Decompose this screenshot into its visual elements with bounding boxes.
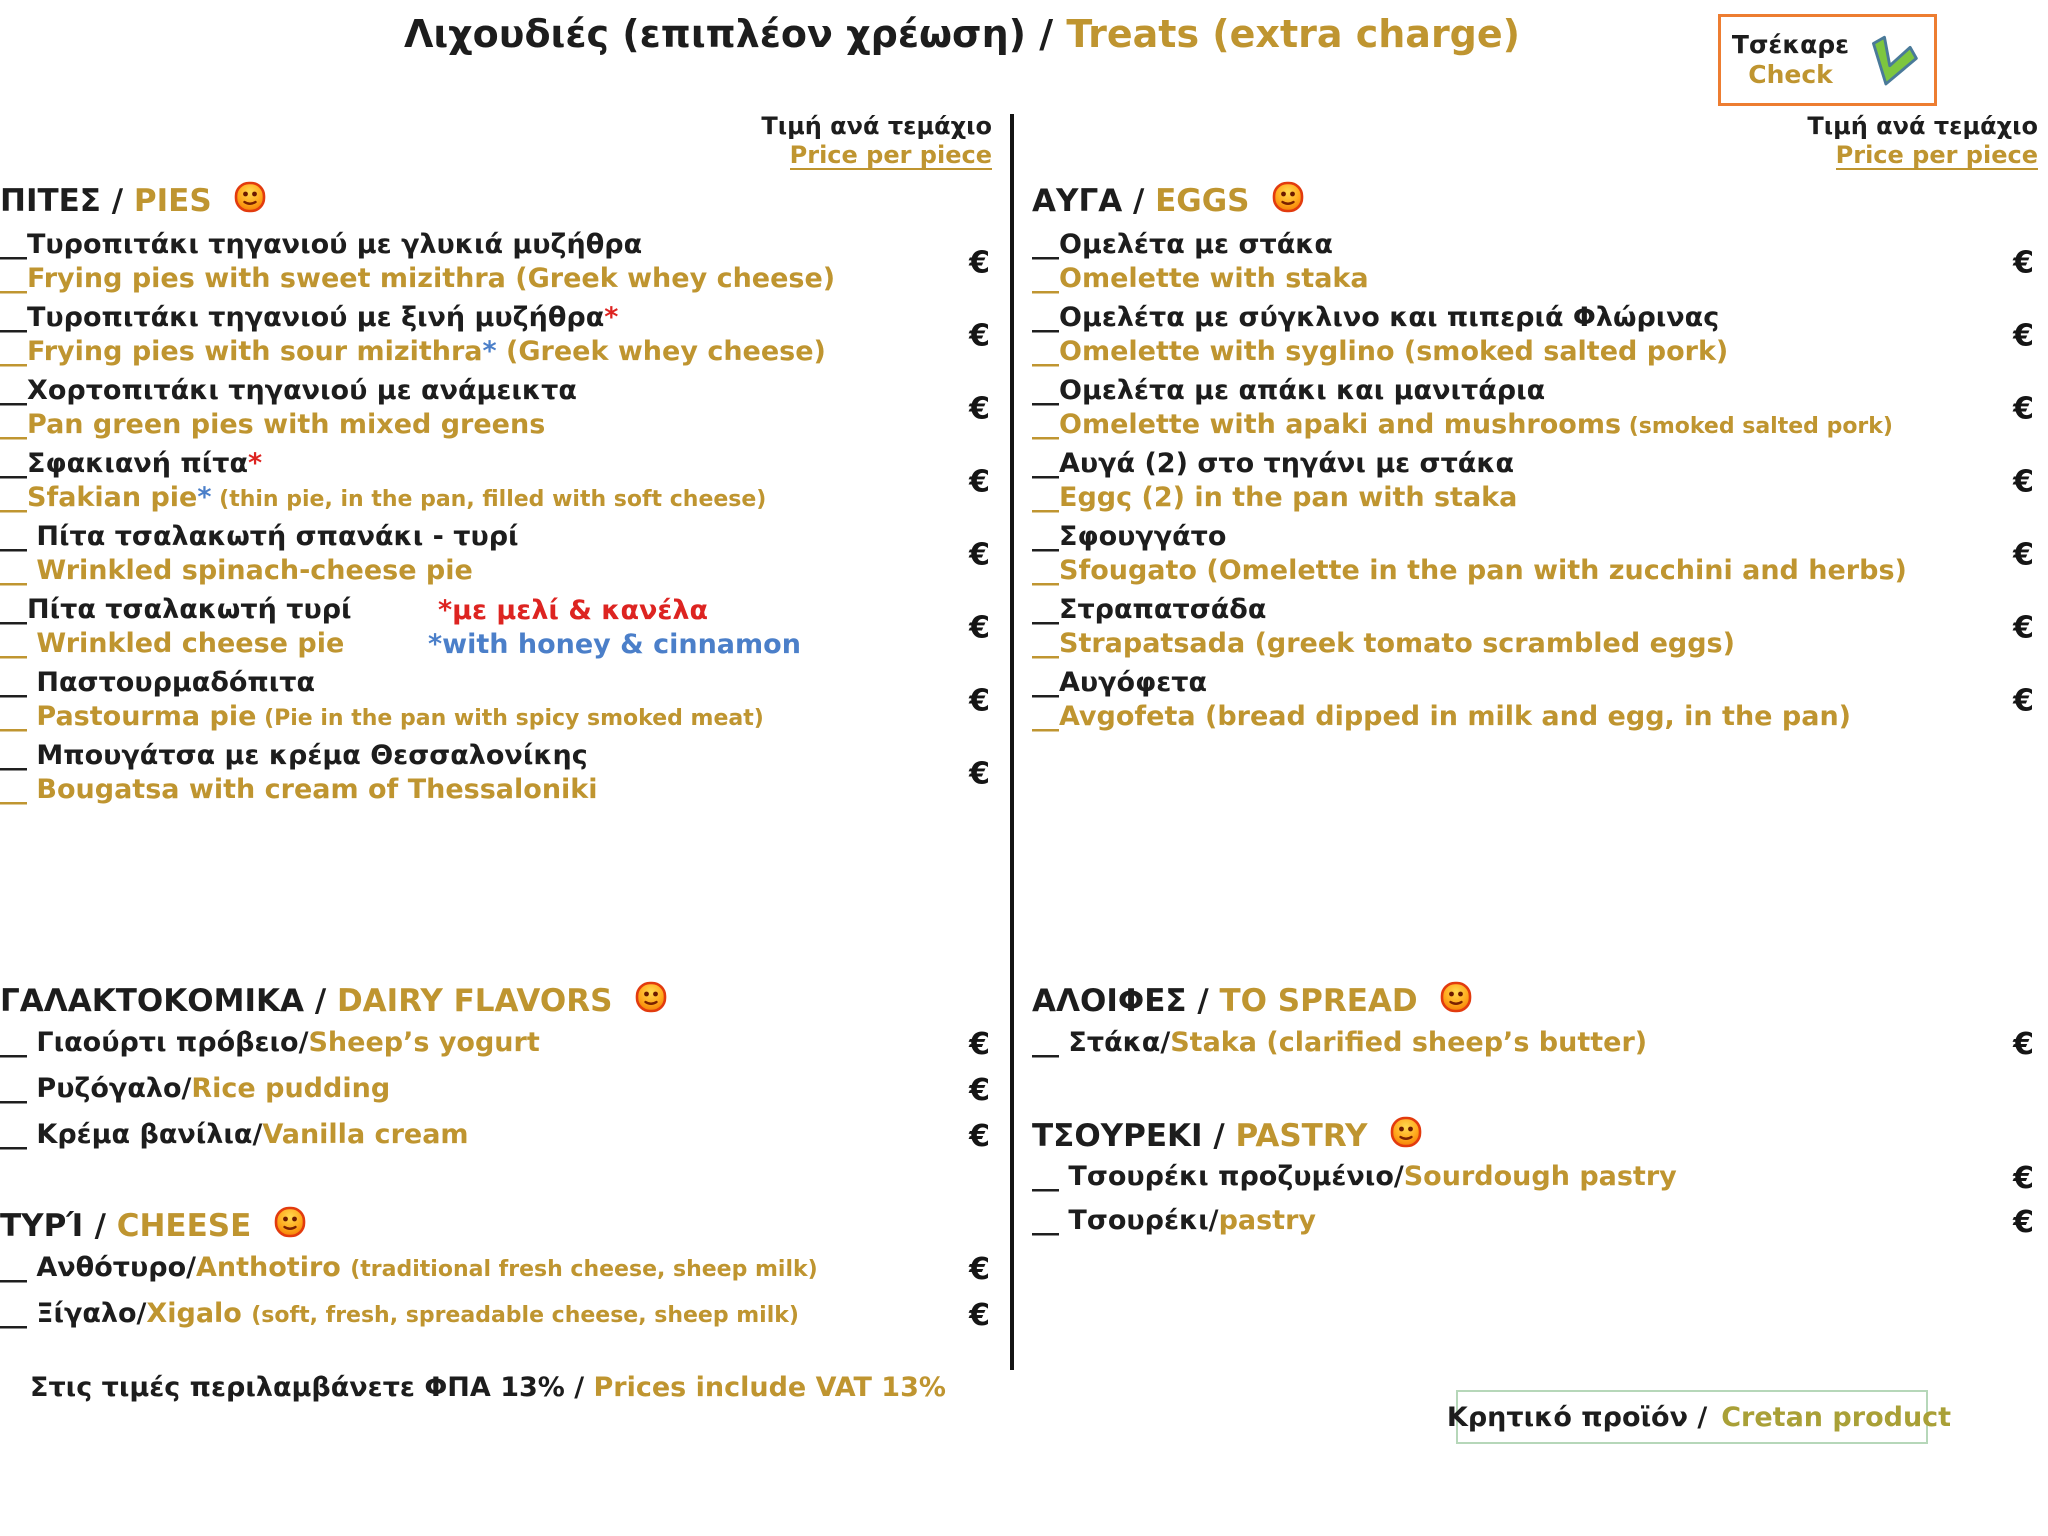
item-greek: __ Τσουρέκι προζυμένιο/ bbox=[1032, 1161, 1404, 1192]
menu-item bbox=[0, 299, 1000, 372]
item-greek: __Αυγόφετα bbox=[1032, 667, 1207, 698]
item-greek: __ Πίτα τσαλακωτή σπανάκι - τυρί bbox=[0, 521, 519, 552]
price-euro: € bbox=[969, 1298, 990, 1333]
section-pies-header bbox=[0, 182, 266, 220]
item-greek: __Στραπατσάδα bbox=[1032, 594, 1267, 625]
smiley-icon bbox=[274, 1206, 306, 1238]
item-english: Anthotiro bbox=[196, 1252, 351, 1283]
section-eggs-header bbox=[1032, 182, 1304, 220]
price-euro: € bbox=[2013, 610, 2034, 645]
item-english: __Omelette with apaki and mushrooms (smoked salted pork) bbox=[1032, 409, 1893, 440]
smiley-icon bbox=[635, 981, 667, 1013]
section-spread-header bbox=[1032, 982, 1472, 1020]
vat-note-english: Prices include VAT 13% bbox=[593, 1372, 946, 1403]
section-title-greek: ΑΛΟΙΦΕΣ / bbox=[1032, 983, 1220, 1019]
section-title-greek: ΠΙΤΕΣ / bbox=[0, 183, 134, 219]
section-title-english: TO SPREAD bbox=[1219, 983, 1418, 1019]
menu-item bbox=[0, 226, 1000, 299]
check-label-greek: Τσέκαρε bbox=[1731, 30, 1850, 59]
menu-item bbox=[0, 664, 1000, 737]
price-header-english: Price per piece bbox=[789, 141, 992, 169]
item-english: Vanilla cream bbox=[262, 1119, 469, 1150]
item-greek: __ Τσουρέκι/ bbox=[1032, 1205, 1219, 1236]
red-asterisk: * bbox=[604, 302, 619, 333]
price-euro: € bbox=[2013, 683, 2034, 718]
item-english: __Frying pies with sour mizithra* (Greek whey cheese) bbox=[0, 336, 826, 367]
price-euro: € bbox=[2013, 245, 2034, 280]
item-greek: __ Γιαούρτι πρόβειο/ bbox=[0, 1027, 309, 1058]
menu-item bbox=[0, 737, 1000, 810]
item-greek: __Τυροπιτάκι τηγανιού με ξινή μυζήθρα* bbox=[0, 302, 619, 333]
item-greek: __ Μπουγάτσα με κρέμα Θεσσαλονίκης bbox=[0, 740, 588, 771]
price-euro: € bbox=[969, 318, 990, 353]
item-greek: __Σφακιανή πίτα* bbox=[0, 448, 263, 479]
blue-asterisk: * bbox=[197, 482, 212, 513]
item-english: __Omelette with staka bbox=[1032, 263, 1369, 294]
item-english: __Avgofeta (bread dipped in milk and egg, in the pan) bbox=[1032, 701, 1852, 732]
smiley-icon bbox=[1272, 181, 1304, 213]
section-title-english: PASTRY bbox=[1235, 1118, 1368, 1154]
item-greek: __ Στάκα/ bbox=[1032, 1027, 1171, 1058]
green-checkmark-icon bbox=[1860, 27, 1925, 92]
price-euro: € bbox=[2013, 1205, 2034, 1240]
cretan-badge-english: Cretan product bbox=[1721, 1401, 1952, 1433]
item-english: Staka bbox=[1170, 1027, 1267, 1058]
section-cheese-items bbox=[0, 1247, 1000, 1339]
section-title-english: DAIRY FLAVORS bbox=[336, 983, 613, 1019]
cretan-badge-greek: Κρητικό προϊόν / bbox=[1446, 1401, 1708, 1433]
price-euro: € bbox=[969, 1252, 990, 1287]
item-english: __Strapatsada (greek tomato scrambled eggs) bbox=[1032, 628, 1735, 659]
item-english: __Sfakian pie* (thin pie, in the pan, filled with soft cheese) bbox=[0, 482, 767, 513]
section-spread-items bbox=[1032, 1022, 2044, 1068]
item-note: (soft, fresh, spreadable cheese, sheep milk) bbox=[251, 1303, 799, 1328]
menu-item bbox=[0, 445, 1000, 518]
cretan-product-badge bbox=[1446, 1390, 1952, 1444]
item-english: Sourdough pastry bbox=[1403, 1161, 1677, 1192]
section-eggs-items bbox=[1032, 226, 2044, 737]
price-euro: € bbox=[2013, 464, 2034, 499]
item-english: __Frying pies with sweet mizithra (Greek whey cheese) bbox=[0, 263, 836, 294]
blue-asterisk: * bbox=[482, 336, 497, 367]
section-title-english: PIES bbox=[133, 183, 212, 219]
section-title-english: EGGS bbox=[1155, 183, 1250, 219]
item-greek: __Τυροπιτάκι τηγανιού με γλυκιά μυζήθρα bbox=[0, 229, 643, 260]
price-per-piece-header-right bbox=[1048, 112, 2038, 170]
smiley-icon bbox=[1440, 981, 1472, 1013]
check-label-english: Check bbox=[1748, 60, 1833, 89]
section-title-greek: ΤΥΡΊ / bbox=[0, 1208, 117, 1244]
item-english: __ Bougatsa with cream of Thessaloniki bbox=[0, 774, 598, 805]
menu-item bbox=[1032, 1201, 2044, 1245]
vat-note-greek: Στις τιμές περιλαμβάνετε ΦΠΑ 13% / bbox=[30, 1372, 594, 1403]
price-euro: € bbox=[969, 610, 990, 645]
price-euro: € bbox=[969, 1119, 990, 1154]
price-euro: € bbox=[969, 1027, 990, 1062]
price-euro: € bbox=[969, 391, 990, 426]
page-title bbox=[0, 12, 1924, 56]
item-greek: __ Παστουρμαδόπιτα bbox=[0, 667, 316, 698]
item-english: __ Pastourma pie (Pie in the pan with spicy smoked meat) bbox=[0, 701, 764, 732]
item-english: pastry bbox=[1218, 1205, 1317, 1236]
menu-item bbox=[1032, 226, 2044, 299]
price-header-greek: Τιμή ανά τεμάχιο bbox=[1807, 112, 2038, 140]
menu-item bbox=[1032, 299, 2044, 372]
menu-item bbox=[1032, 445, 2044, 518]
item-english: __Omelette with syglino (smoked salted pork) bbox=[1032, 336, 1729, 367]
check-box bbox=[1718, 14, 1937, 106]
item-greek: __Ομελέτα με στάκα bbox=[1032, 229, 1333, 260]
item-greek: __ Ξίγαλο/ bbox=[0, 1298, 147, 1329]
price-header-english: Price per piece bbox=[1835, 141, 2038, 169]
item-english: Xigalo bbox=[146, 1298, 252, 1329]
price-euro: € bbox=[969, 756, 990, 791]
menu-item bbox=[0, 1114, 1000, 1160]
price-euro: € bbox=[2013, 1161, 2034, 1196]
menu-item bbox=[1032, 664, 2044, 737]
section-pastry-items bbox=[1032, 1157, 2044, 1245]
item-english: __Eggς (2) in the pan with staka bbox=[1032, 482, 1518, 513]
column-divider bbox=[1010, 114, 1014, 1370]
section-title-greek: ΑΥΓΑ / bbox=[1032, 183, 1156, 219]
red-asterisk: * bbox=[248, 448, 263, 479]
menu-item bbox=[1032, 518, 2044, 591]
price-euro: € bbox=[2013, 1027, 2034, 1062]
menu-item bbox=[0, 1293, 1000, 1339]
price-euro: € bbox=[2013, 318, 2034, 353]
check-box-labels bbox=[1732, 30, 1849, 90]
item-greek: __Αυγά (2) στο τηγάνι με στάκα bbox=[1032, 448, 1515, 479]
price-euro: € bbox=[2013, 391, 2034, 426]
price-euro: € bbox=[969, 1073, 990, 1108]
section-dairy-header bbox=[0, 982, 667, 1020]
section-title-english: CHEESE bbox=[116, 1208, 252, 1244]
honey-cinnamon-note-greek: *με μελί & κανέλα bbox=[438, 595, 709, 626]
section-pastry-header bbox=[1032, 1117, 1422, 1155]
section-cheese-header bbox=[0, 1207, 306, 1245]
item-greek: __Πίτα τσαλακωτή τυρί bbox=[0, 594, 352, 625]
menu-item bbox=[0, 1022, 1000, 1068]
item-note: (Pie in the pan with spicy smoked meat) bbox=[256, 706, 764, 731]
menu-item bbox=[1032, 372, 2044, 445]
item-english: __Pan green pies with mixed greens bbox=[0, 409, 546, 440]
honey-cinnamon-note-english: *with honey & cinnamon bbox=[428, 629, 801, 660]
item-greek: __ Ανθότυρο/ bbox=[0, 1252, 196, 1283]
menu-item bbox=[0, 1068, 1000, 1114]
smiley-icon bbox=[234, 181, 266, 213]
price-euro: € bbox=[969, 537, 990, 572]
menu-item bbox=[1032, 1022, 2044, 1068]
price-euro: € bbox=[2013, 537, 2034, 572]
item-greek: __Χορτοπιτάκι τηγανιού με ανάμεικτα bbox=[0, 375, 577, 406]
menu-item bbox=[0, 1247, 1000, 1293]
smiley-icon bbox=[1390, 1116, 1422, 1148]
menu-item bbox=[0, 518, 1000, 591]
item-greek: __ Ρυζόγαλο/ bbox=[0, 1073, 192, 1104]
item-greek: __Ομελέτα με σύγκλινο και πιπεριά Φλώρινας bbox=[1032, 302, 1720, 333]
menu-item bbox=[1032, 1157, 2044, 1201]
item-english: Rice pudding bbox=[191, 1073, 391, 1104]
section-pies-items bbox=[0, 226, 1000, 810]
price-header-greek: Τιμή ανά τεμάχιο bbox=[761, 112, 992, 140]
section-title-greek: ΓΑΛΑΚΤΟΚΟΜΙΚΑ / bbox=[0, 983, 337, 1019]
item-greek: __ Κρέμα βανίλια/ bbox=[0, 1119, 263, 1150]
price-euro: € bbox=[969, 245, 990, 280]
price-euro: € bbox=[969, 464, 990, 499]
page-title-english: Treats (extra charge) bbox=[1066, 12, 1521, 56]
item-english: __ Wrinkled spinach-cheese pie bbox=[0, 555, 473, 586]
price-euro: € bbox=[969, 683, 990, 718]
price-per-piece-header-left bbox=[0, 112, 992, 170]
menu-item bbox=[0, 591, 1000, 664]
section-title-greek: ΤΣΟΥΡΕΚΙ / bbox=[1032, 1118, 1236, 1154]
item-english: __ Wrinkled cheese pie bbox=[0, 628, 345, 659]
item-note: (traditional fresh cheese, sheep milk) bbox=[350, 1257, 818, 1282]
item-english: Sheep’s yogurt bbox=[308, 1027, 540, 1058]
item-note: (clarified sheep’s butter) bbox=[1266, 1027, 1648, 1058]
item-greek: __Ομελέτα με απάκι και μανιτάρια bbox=[1032, 375, 1546, 406]
vat-note bbox=[30, 1372, 946, 1403]
menu-item bbox=[1032, 591, 2044, 664]
item-greek: __Σφουγγάτο bbox=[1032, 521, 1227, 552]
item-note: (smoked salted pork) bbox=[1621, 414, 1893, 439]
page-title-greek: Λιχουδιές (επιπλέον χρέωση) / bbox=[403, 12, 1067, 56]
item-english: __Sfougato (Omelette in the pan with zucchini and herbs) bbox=[1032, 555, 1907, 586]
item-note: (thin pie, in the pan, filled with soft cheese) bbox=[211, 487, 767, 512]
section-dairy-items bbox=[0, 1022, 1000, 1160]
menu-item bbox=[0, 372, 1000, 445]
